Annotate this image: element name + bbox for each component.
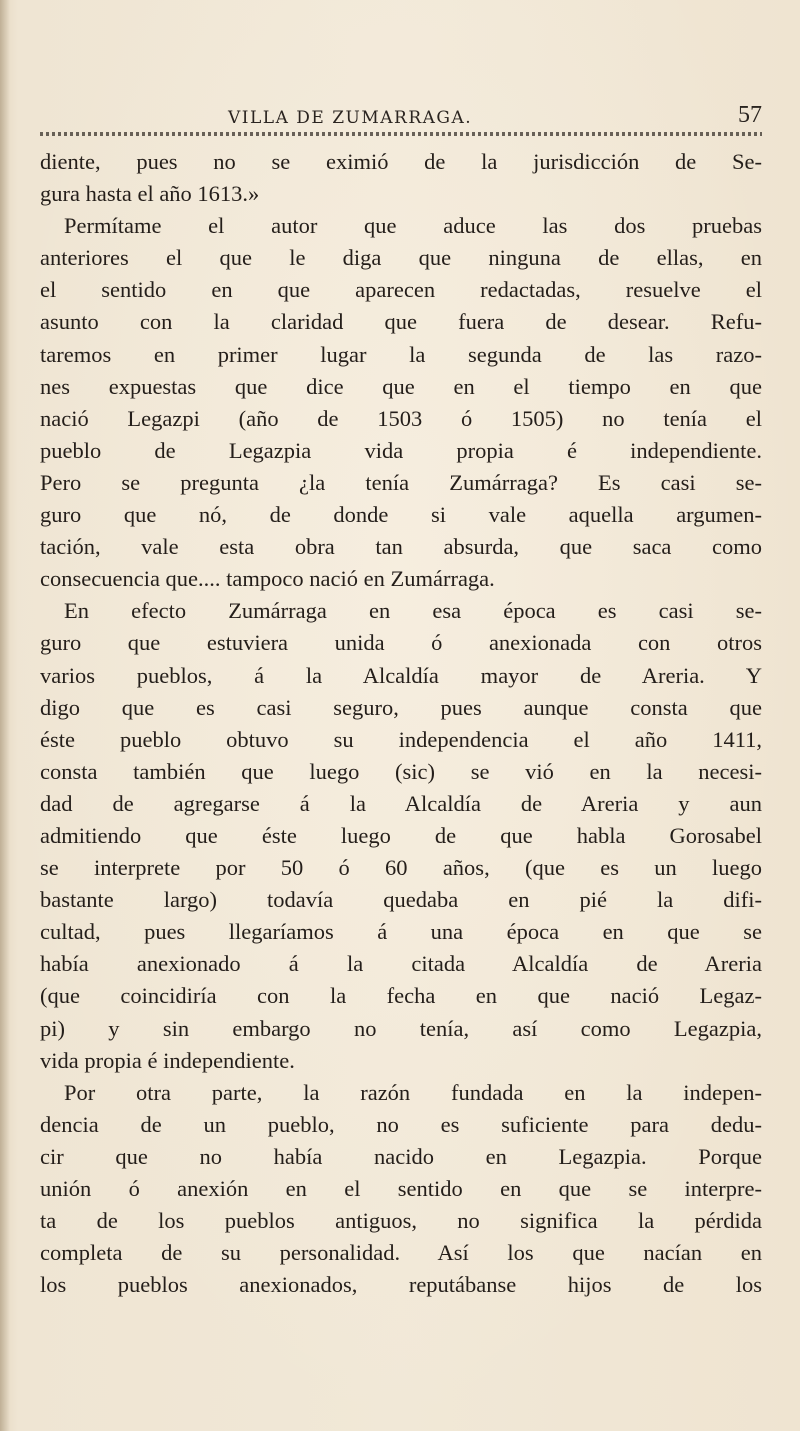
text-line: dencia de un pueblo, no es suficiente para dedu-	[40, 1111, 762, 1137]
text-line: cir que no había nacido en Legazpia. Porque	[40, 1143, 762, 1169]
running-head: VILLA DE ZUMARRAGA.	[228, 108, 473, 128]
text-line: Pero se pregunta ¿la tenía Zumárraga? Es casi se-	[40, 469, 762, 495]
header-rule	[40, 132, 762, 136]
text-line: (que coincidiría con la fecha en que nació Legaz-	[40, 983, 762, 1009]
page-header	[40, 102, 762, 136]
text-line: éste pueblo obtuvo su independencia el año 1411,	[40, 726, 762, 752]
text-line: consecuencia que.... tampoco nació en Zumárraga.	[40, 566, 495, 592]
text-line: cultad, pues llegaríamos á una época en que se	[40, 919, 762, 945]
text-line: pueblo de Legazpia vida propia é independiente.	[40, 437, 762, 463]
text-line: vida propia é independiente.	[40, 1047, 295, 1073]
text-line: pi) y sin embargo no tenía, así como Legazpia,	[40, 1015, 762, 1041]
text-line: se interprete por 50 ó 60 años, (que es un luego	[40, 855, 762, 881]
text-line: completa de su personalidad. Así los que nacían en	[40, 1240, 762, 1266]
text-line: asunto con la claridad que fuera de desear. Refu-	[40, 309, 762, 335]
text-line: gura hasta el año 1613.»	[40, 181, 260, 207]
text-line: Permítame el autor que aduce las dos pruebas	[64, 213, 762, 239]
text-line: tación, vale esta obra tan absurda, que saca como	[40, 534, 762, 560]
text-line: nes expuestas que dice que en el tiempo en que	[40, 373, 762, 399]
text-line: guro que estuviera unida ó anexionada con otros	[40, 630, 762, 656]
text-line: dad de agregarse á la Alcaldía de Areria y aun	[40, 790, 762, 816]
text-line: los pueblos anexionados, reputábanse hijos de los	[40, 1272, 762, 1298]
text-line: guro que nó, de donde si vale aquella argumen-	[40, 502, 762, 528]
text-line: el sentido en que aparecen redactadas, resuelve el	[40, 277, 762, 303]
body-text	[40, 146, 762, 1301]
text-line: Por otra parte, la razón fundada en la indepen-	[64, 1079, 762, 1105]
text-line: había anexionado á la citada Alcaldía de Areria	[40, 951, 762, 977]
text-line: bastante largo) todavía quedaba en pié la difi-	[40, 887, 762, 913]
text-line: unión ó anexión en el sentido en que se interpre-	[40, 1176, 762, 1201]
text-line: digo que es casi seguro, pues aunque consta que	[40, 694, 762, 720]
page-gutter-shadow	[0, 0, 10, 1431]
text-line: anteriores el que le diga que ninguna de ellas, en	[40, 245, 762, 271]
text-line: consta también que luego (sic) se vió en la necesi-	[40, 758, 762, 784]
text-line: En efecto Zumárraga en esa época es casi se-	[64, 598, 762, 624]
text-line: diente, pues no se eximió de la jurisdicción de Se-	[40, 149, 762, 174]
text-line: taremos en primer lugar la segunda de las razo-	[40, 341, 762, 367]
text-line: varios pueblos, á la Alcaldía mayor de Areria. Y	[40, 662, 762, 688]
text-line: admitiendo que éste luego de que habla Gorosabel	[40, 822, 762, 848]
text-line: ta de los pueblos antiguos, no significa la pérdida	[40, 1208, 762, 1234]
text-line: nació Legazpi (año de 1503 ó 1505) no tenía el	[40, 405, 762, 431]
page-number: 57	[738, 102, 762, 128]
